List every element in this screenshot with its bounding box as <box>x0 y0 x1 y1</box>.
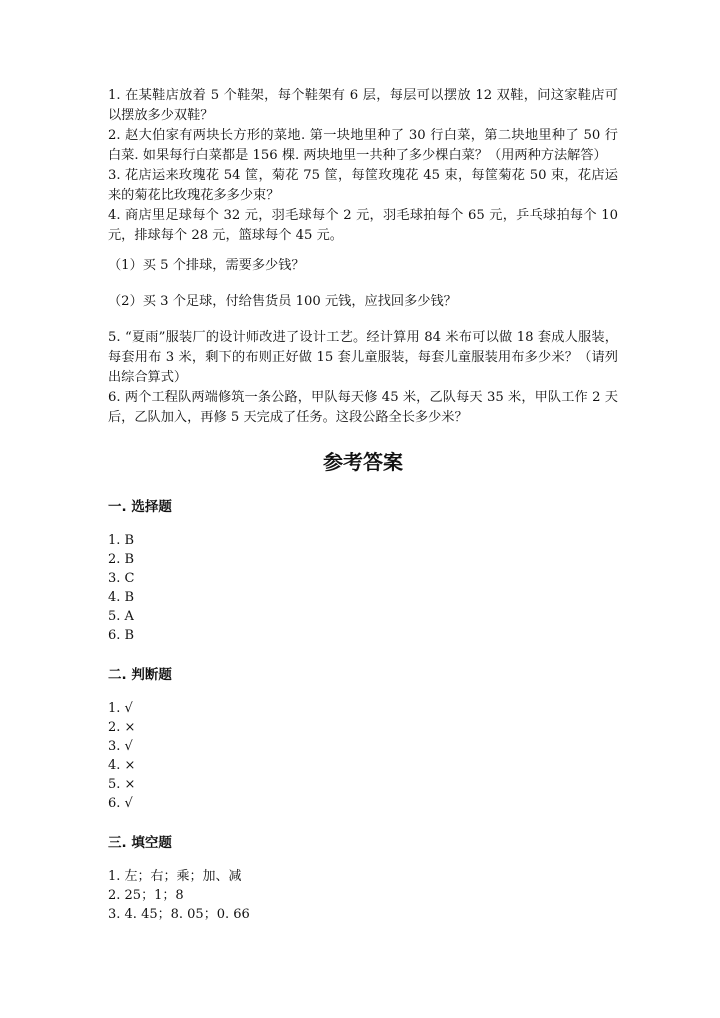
answer-list <box>108 867 618 924</box>
section-choice <box>108 495 618 645</box>
section-title: 一. 选择题 <box>108 499 172 515</box>
question-4: 4. 商店里足球每个 32 元，羽毛球每个 2 元，羽毛球拍每个 65 元，乒乓球拍每个 10 元，排球每个 28 元，篮球每个 45 元。 <box>108 208 618 243</box>
question-1: 1. 在某鞋店放着 5 个鞋架，每个鞋架有 6 层，每层可以摆放 12 双鞋，问这家鞋店可以摆放多少双鞋？ <box>108 88 618 123</box>
answer-title: 参考答案 <box>323 450 403 474</box>
answer-item: 2. B <box>108 552 135 567</box>
answer-item: 1. 左；右；乘；加、减 <box>108 869 242 884</box>
answer-item: 3. √ <box>108 739 133 754</box>
answer-list <box>108 531 618 645</box>
answer-item: 2. 25；1；8 <box>108 888 184 903</box>
answer-item: 1. √ <box>108 701 133 716</box>
answer-item: 3. C <box>108 571 135 586</box>
question-2: 2. 赵大伯家有两块长方形的菜地. 第一块地里种了 30 行白菜，第二块地里种了 50 行白菜. 如果每行白菜都是 156 棵. 两块地里一共种了多少棵白菜？（用两种方法解答） <box>108 128 618 163</box>
answer-item: 4. B <box>108 590 135 605</box>
question-3: 3. 花店运来玫瑰花 54 筐，菊花 75 筐，每筐玫瑰花 45 束，每筐菊花 50 束，花店运来的菊花比玫瑰花多多少束？ <box>108 168 618 203</box>
section-title: 三. 填空题 <box>108 835 172 851</box>
sub-question-1: （1）买 5 个排球，需要多少钱？ <box>108 258 305 273</box>
answer-item: 6. √ <box>108 796 133 811</box>
answer-item: 3. 4. 45；8. 05；0. 66 <box>108 907 250 922</box>
section-title: 二. 判断题 <box>108 667 172 683</box>
document-page <box>108 86 618 942</box>
answer-item: 4. × <box>108 758 136 773</box>
question-6: 6. 两个工程队两端修筑一条公路，甲队每天修 45 米，乙队每天 35 米，甲队工作 2 天后，乙队加入，再修 5 天完成了任务。这段公路全长多少米？ <box>108 390 618 425</box>
answer-list <box>108 699 618 813</box>
answer-item: 5. × <box>108 777 136 792</box>
answer-item: 1. B <box>108 533 135 548</box>
question-5: 5. “夏雨”服装厂的设计师改进了设计工艺。经计算用 84 米布可以做 18 套成人服装，每套用布 3 米，剩下的布则正好做 15 套儿童服装，每套儿童服装用布多少米？（请列出综合算式） <box>108 330 618 385</box>
answer-item: 6. B <box>108 628 135 643</box>
section-judgement <box>108 663 618 813</box>
answer-item: 5. A <box>108 609 134 624</box>
section-fill-blank <box>108 831 618 924</box>
answer-item: 2. × <box>108 720 136 735</box>
sub-question-2: （2）买 3 个足球，付给售货员 100 元钱，应找回多少钱？ <box>108 294 457 309</box>
